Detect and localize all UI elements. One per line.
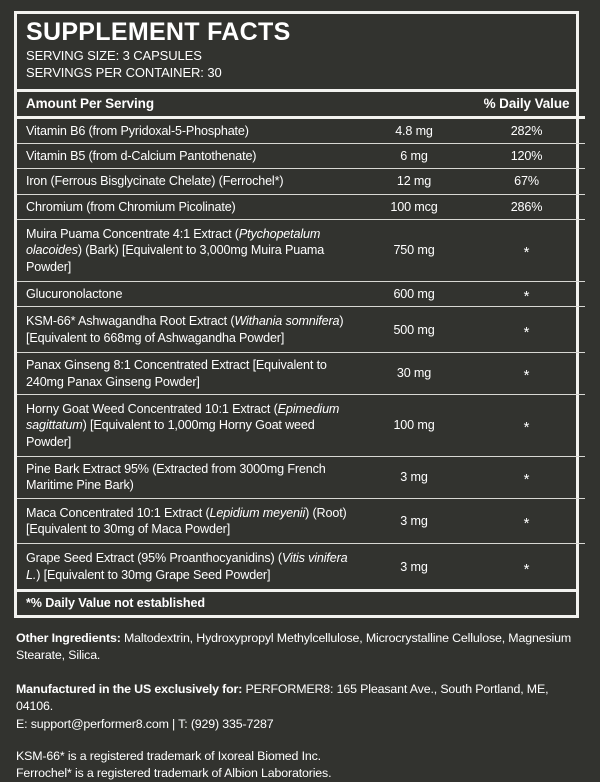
ingredient-amount: 30 mg [360, 353, 468, 395]
table-row [17, 117, 585, 143]
other-ingredients-text: Maltodextrin, Hydroxypropyl Methylcellulose, Microcrystalline Cellulose, Magnesium Stearate, Silica. [16, 631, 572, 663]
label-footer [0, 618, 600, 782]
ingredient-text: Vitamin B6 (from Pyridoxal-5-Phosphate) [26, 123, 249, 138]
supplement-facts-panel [14, 11, 579, 618]
ingredient-text: Maca Concentrated 10:1 Extract ( [26, 505, 210, 520]
latin-binomial: Vitis vinifera L. [26, 551, 348, 582]
ingredient-name [17, 143, 360, 168]
ingredient-daily-value [468, 353, 585, 395]
ingredient-amount: 3 mg [360, 498, 468, 544]
spacer-2 [16, 733, 579, 748]
ingredient-amount: 12 mg [360, 169, 468, 194]
ingredient-text: Pine Bark Extract 95% (Extracted from 3000mg French Maritime Pine Bark) [26, 461, 326, 493]
ingredient-name [17, 169, 360, 194]
table-row [17, 282, 585, 307]
trademark-ferrochel: Ferrochel* is a registered trademark of Albion Laboratories. [16, 765, 332, 780]
ingredient-text: ) [Equivalent to 668mg of Ashwagandha Powder] [26, 314, 344, 345]
ingredient-text: ) [Equivalent to 1,000mg Horny Goat weed Powder] [26, 418, 315, 449]
table-row [17, 307, 585, 353]
table-row [17, 220, 585, 282]
ingredient-text: Chromium (from Chromium Picolinate) [26, 199, 236, 214]
ingredient-name [17, 220, 360, 282]
column-header-daily-value: % Daily Value [468, 92, 585, 118]
column-header-amount-per-serving: Amount Per Serving [17, 92, 360, 118]
ingredient-daily-value [468, 282, 585, 307]
asterisk-icon: * [523, 367, 530, 385]
table-row [17, 143, 585, 168]
latin-binomial: Lepidium meyenii [209, 505, 306, 520]
contact-line: E: support@performer8.com | T: (929) 335-7287 [16, 716, 274, 731]
servings-per-container-text: SERVINGS PER CONTAINER: 30 [26, 65, 222, 81]
ingredient-daily-value [468, 456, 585, 498]
ingredient-name [17, 544, 360, 589]
table-row [17, 194, 585, 219]
ingredient-daily-value [468, 498, 585, 544]
ingredient-amount: 500 mg [360, 307, 468, 353]
table-row [17, 544, 585, 589]
ingredient-amount: 3 mg [360, 456, 468, 498]
column-header-amount-spacer [360, 92, 468, 118]
ingredient-name [17, 117, 360, 143]
ingredient-name [17, 353, 360, 395]
ingredient-amount: 100 mg [360, 394, 468, 456]
asterisk-icon: * [523, 560, 530, 578]
ingredient-amount: 100 mcg [360, 194, 468, 219]
table-row [17, 456, 585, 498]
ingredient-name [17, 282, 360, 307]
asterisk-icon: * [523, 514, 530, 532]
ingredient-name [17, 456, 360, 498]
ingredient-daily-value [468, 394, 585, 456]
trademark-ksm66: KSM-66* is a registered trademark of Ixoreal Biomed Inc. [16, 748, 321, 763]
asterisk-icon: * [523, 288, 530, 306]
latin-binomial: Epimedium sagittatum [26, 401, 340, 433]
supplement-facts-table [17, 92, 585, 590]
other-ingredients-paragraph [16, 630, 579, 664]
other-ingredients-label: Other Ingredients: [16, 631, 121, 646]
ingredient-text: Panax Ginseng 8:1 Concentrated Extract [Equivalent to 240mg Panax Ginseng Powder] [26, 358, 327, 389]
ingredient-text: Muira Puama Concentrate 4:1 Extract ( [26, 227, 239, 241]
latin-binomial: Withania somnifera [234, 314, 340, 329]
manufactured-paragraph [16, 681, 579, 715]
ingredient-text: ) (Bark) [Equivalent to 3,000mg Muira Puama Powder] [26, 243, 325, 274]
ingredient-amount: 750 mg [360, 220, 468, 282]
asterisk-icon: * [523, 471, 530, 489]
ingredient-name [17, 307, 360, 353]
ingredient-text: KSM-66* Ashwagandha Root Extract ( [26, 314, 235, 329]
ingredient-daily-value [468, 544, 585, 589]
ingredient-name [17, 394, 360, 456]
ingredient-amount: 4.8 mg [360, 117, 468, 143]
spacer-1 [16, 664, 579, 681]
asterisk-icon: * [523, 244, 530, 262]
table-body [17, 117, 585, 589]
manufactured-text: PERFORMER8: 165 Pleasant Ave., South Portland, ME, 04106. [16, 682, 549, 714]
ingredient-text: ) [Equivalent to 30mg Grape Seed Powder] [36, 567, 271, 582]
table-row [17, 169, 585, 194]
ingredient-text: Iron (Ferrous Bisglycinate Chelate) (Ferrochel*) [26, 174, 284, 189]
table-header-row [17, 92, 585, 118]
ingredient-amount: 600 mg [360, 282, 468, 307]
table-row [17, 353, 585, 395]
ingredient-name [17, 498, 360, 544]
table-row [17, 394, 585, 456]
manufactured-label: Manufactured in the US exclusively for: [16, 682, 243, 697]
ingredient-daily-value [468, 307, 585, 353]
ingredient-daily-value: 286% [468, 194, 585, 219]
ingredient-text: Vitamin B5 (from d-Calcium Pantothenate) [26, 148, 257, 163]
daily-value-footnote: *% Daily Value not established [17, 589, 576, 615]
ingredient-amount: 6 mg [360, 143, 468, 168]
ingredient-amount: 3 mg [400, 559, 428, 574]
asterisk-icon: * [523, 419, 530, 437]
ingredient-text: Glucuronolactone [26, 287, 123, 302]
serving-size-text: SERVING SIZE: 3 CAPSULES [26, 48, 202, 64]
ingredient-daily-value [468, 220, 585, 282]
panel-header [17, 14, 576, 92]
asterisk-icon: * [523, 323, 530, 341]
ingredient-daily-value: 67% [468, 169, 585, 194]
ingredient-text: Grape Seed Extract (95% Proanthocyanidins) ( [26, 551, 282, 566]
ingredient-daily-value: 282% [468, 117, 585, 143]
latin-binomial: Ptychopetalum olacoides [26, 227, 321, 258]
ingredient-daily-value: 120% [468, 143, 585, 168]
ingredient-name [17, 194, 360, 219]
page-title: SUPPLEMENT FACTS [26, 18, 291, 46]
ingredient-text: ) (Root) [Equivalent to 30mg of Maca Powder] [26, 505, 347, 537]
ingredient-text: Horny Goat Weed Concentrated 10:1 Extract ( [26, 401, 278, 416]
table-row [17, 498, 585, 544]
